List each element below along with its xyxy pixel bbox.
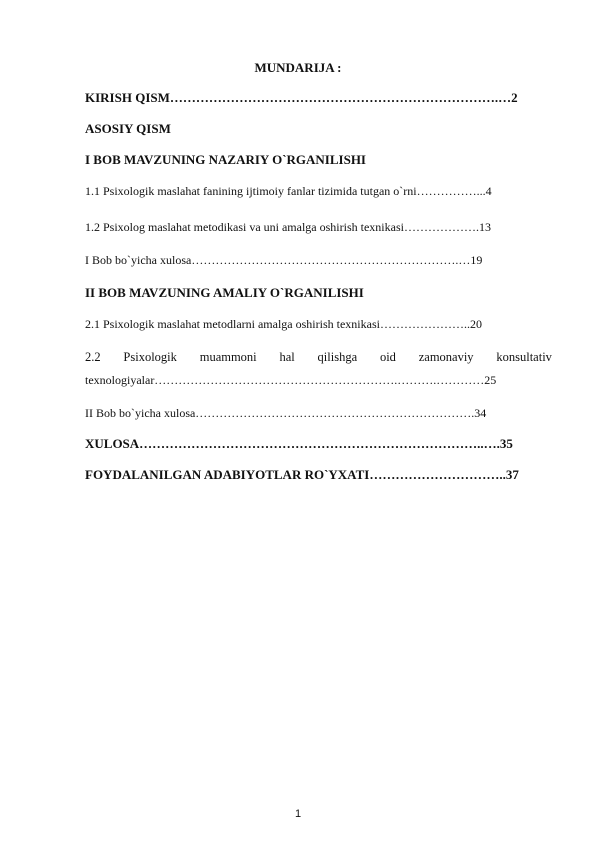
- toc-entry-xulosa: XULOSA……………………………………………………………………..….35: [85, 436, 513, 451]
- toc-word: qilishga: [317, 350, 358, 364]
- toc-heading-asosiy: ASOSIY QISM: [85, 121, 171, 136]
- toc-entry-chapter-1-summary: I Bob bo`yicha xulosa………………………………………………………….…19: [85, 253, 483, 267]
- toc-entry-bibliography: FOYDALANILGAN ADABIYOTLAR RO`YXATI…………………………..37: [85, 467, 519, 482]
- toc-word: 2.2: [85, 350, 101, 364]
- toc-word: Psixologik: [123, 350, 177, 364]
- toc-heading-chapter-1: I BOB MAVZUNING NAZARIY O`RGANILISHI: [85, 152, 366, 167]
- toc-heading-chapter-2: II BOB MAVZUNING AMALIY O`RGANILISHI: [85, 285, 364, 300]
- toc-entry-1-2: 1.2 Psixolog maslahat metodikasi va uni amalga oshirish texnikasi……………….13: [85, 220, 491, 234]
- toc-entry-chapter-2-summary: II Bob bo`yicha xulosa…………………………………………………………….34: [85, 406, 487, 420]
- toc-word: zamonaviy: [418, 350, 474, 364]
- page-title: MUNDARIJA :: [254, 60, 342, 75]
- toc-word: konsultativ: [496, 350, 552, 364]
- toc-entry-1-1: 1.1 Psixologik maslahat fanining ijtimoiy fanlar tizimida tutgan o`rni……………...4: [85, 184, 492, 198]
- toc-entry-2-2-line-2: texnologiyalar…………………………………………………….……….…………25: [85, 373, 497, 387]
- toc-entry-2-1: 2.1 Psixologik maslahat metodlarni amalga oshirish texnikasi…………………..20: [85, 317, 482, 331]
- toc-word: hal: [279, 350, 295, 364]
- toc-word: muammoni: [199, 350, 257, 364]
- toc-entry-kirish: KIRISH QISM………………………………………………………………….…2: [85, 90, 518, 105]
- page-number: 1: [294, 808, 302, 820]
- toc-entry-2-2-line-1: [85, 349, 552, 365]
- toc-word: oid: [379, 350, 396, 364]
